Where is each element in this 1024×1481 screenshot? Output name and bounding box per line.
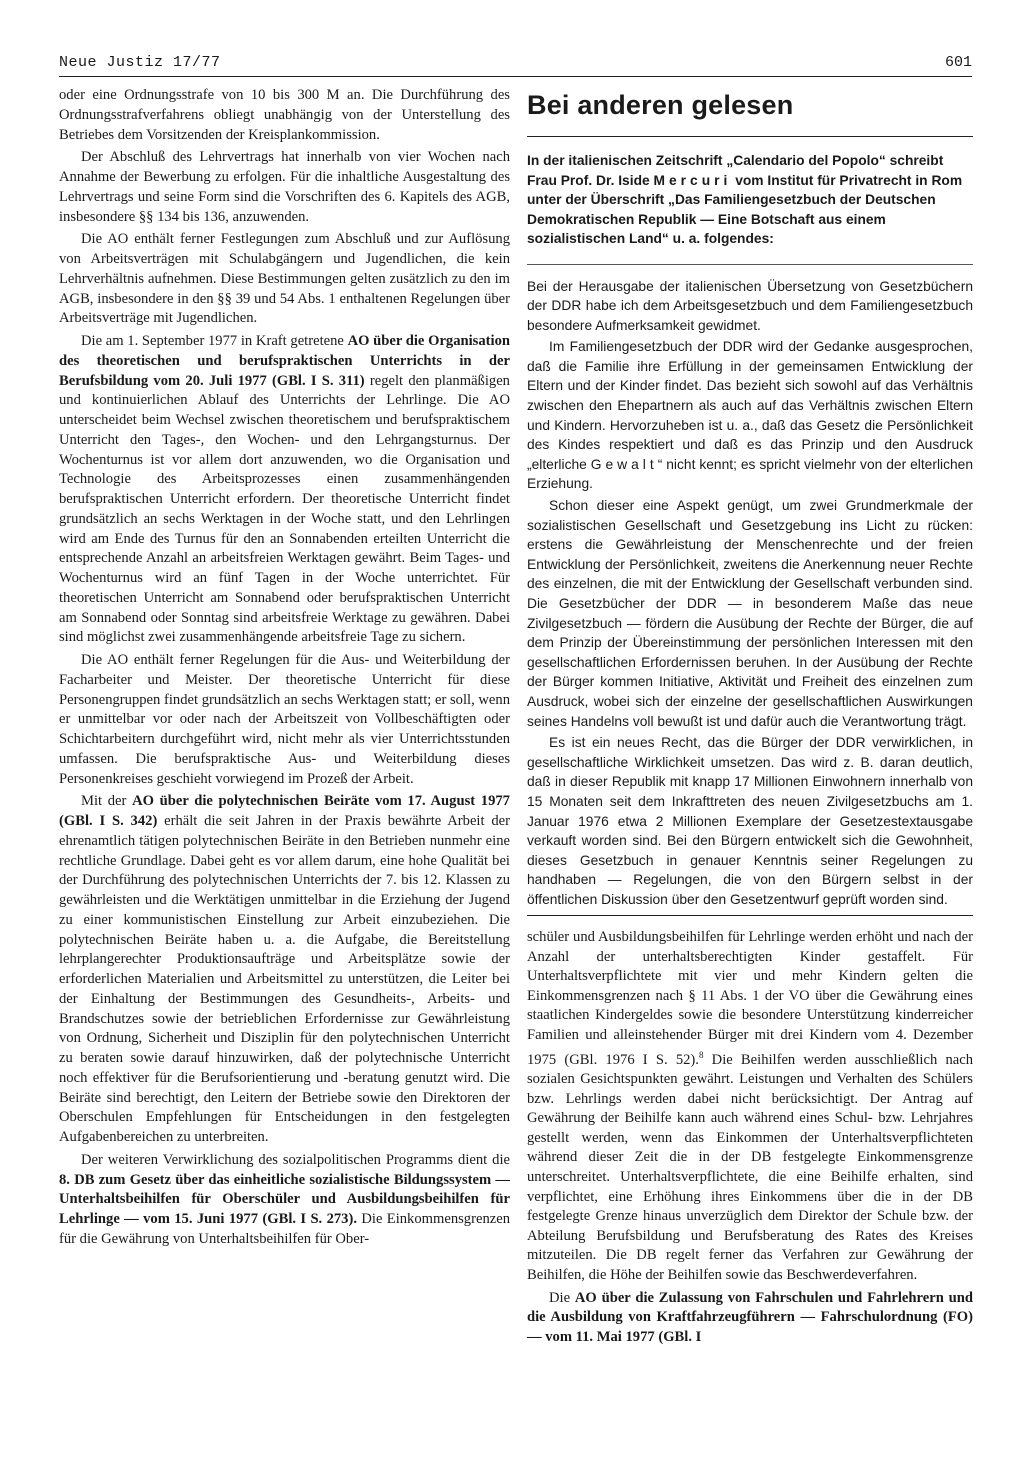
text-run: Die Beihilfen werden ausschließlich nach sozialen Gesichtspunkten gewährt. Leistungen und Verhalten des Schülers bzw. Lehrlings werden dabei nicht berücksichtigt. Der Antrag auf Gewährung der Beihilfe kann auch während eines Schul- bzw. Lehrjahres gestellt werden, wenn das Einkommen der Unterhaltsverpflichteten während dieser Zeit die in der DB festgelegte Einkommensgrenze unterschreitet. Unterhaltsverpflichtete, die eine Beihilfe erhalten, sind verpflichtet, eine Erhöhung ihres Einkommens über die in der DB festgelegte Grenze hinaus unverzüglich dem Direktor der Schule bzw. der Abteilung Berufsbildung und Berufsberatung des Rates des Kreises mitzuteilen. Die DB regelt ferner das Verfahren zur Gewährung der Beihilfen, die Höhe der Beihilfen sowie das Beschwerdeverfahren. (527, 1051, 974, 1283)
left-column (59, 86, 510, 1253)
text-run: schüler und Ausbildungsbeihilfen für Lehrlinge werden erhöht und nach der Anzahl der unterhaltsberechtigten Kinder gestaffelt. Für Unterhaltsverpflichtete mit vier und mehr Kindern gelten die Einkommensgrenzen nach § 11 Abs. 1 der VO über die Gewährung eines staatlichen Kindergeldes sowie die besondere Unterstützung kinderreicher Familien und alleinstehender Bürger mit drei Kindern vom 4. Dezember 1975 (GBl. 1976 I S. 52). (527, 929, 973, 1068)
text-run: erhält die seit Jahren in der Praxis bewährte Arbeit der ehrenamtlich tätigen polytechnischen Beiräte in den Betrieben nunmehr eine rechtliche Grundlage. Dabei geht es vor allem darum, eine hohe Qualität bei der Durchführung des polytechnischen Unterrichts der 7. bis 12. Klassen zu gewährleisten und die Werktätigen unmittelbar in die Erziehung der Jugend zu einer kommunistischen Einstellung zur Arbeit einzubeziehen. Die polytechnischen Beiräte haben u. a. die Aufgabe, die Bereitstellung lehrplangerechter Produktionsaufträge und Arbeitsplätze sowie der erforderlichen Materialien und Arbeitsmittel zu unterstützen, die Leiter bei der Einhaltung der Bestimmungen des Gesundheits-, Arbeits- und Brandschutzes sowie der betrieblichen Erfordernisse zur Gewährleistung von Ordnung, Sicherheit und Disziplin für den polytechnischen Unterricht zu beraten sowie darauf hinzuwirken, daß der polytechnische Unterricht noch effektiver für die Berufsorientierung und -beratung genutzt wird. Die Beiräte sind berechtigt, den Leitern der Betriebe sowie den Direktoren der Oberschulen Empfehlungen für Entscheidungen in den festgelegten Aufgabenbereichen zu unterbreiten. (59, 813, 510, 1145)
article-body (527, 277, 973, 910)
section-title: Bei anderen gelesen (527, 90, 794, 120)
article-intro (527, 151, 973, 249)
regulation-citation: AO über die polytechnischen Beiräte vom 17. August 1977 (GBl. I S. 342) (59, 793, 510, 829)
right-column-continuation (527, 928, 973, 1350)
paragraph: Der Abschluß des Lehrvertrags hat innerhalb von vier Wochen nach Annahme der Bewerbung zu erfolgen. Für die inhaltliche Ausgestaltung des Lehrvertrags und seine Form sind die Vorschriften des 6. Kapitels des AGB, insbesondere §§ 134 bis 136, anzuwenden. (59, 149, 510, 225)
title-rule (527, 136, 973, 137)
paragraph (59, 1151, 510, 1250)
regulation-citation: AO über die Zulassung von Fahrschulen und Fahrlehrern und die Ausbildung von Kraftfahrzeugführern — Fahrschulordnung (FO) — vom 11. Mai 1977 (GBl. I (527, 1289, 973, 1345)
paragraph: Bei der Herausgabe der italienischen Übersetzung von Gesetzbüchern der DDR habe ich dem Arbeitsgesetzbuch und dem Familiengesetzbuch besondere Aufmerksamkeit gewidmet. (527, 278, 973, 333)
regulation-citation: 8. DB zum Gesetz über das einheitliche sozialistische Bildungssystem — Unterhaltsbeihilfen für Oberschüler und Ausbildungsbeihilfen für Lehrlinge — vom 15. Juni 1977 (GBl. I S. 273). (59, 1171, 510, 1227)
paragraph: Die AO enthält ferner Regelungen für die Aus- und Weiterbildung der Facharbeiter und Meister. Der theoretische Unterricht für diese Personengruppen findet grundsätzlich an sechs Werktagen statt; er soll, wenn er unmittelbar vor oder nach der Arbeitszeit von Vollbeschäftigten oder Schichtarbeitern durchgeführt wird, nicht mehr als vier Unterrichtsstunden umfassen. Die berufspraktische Aus- und Weiterbildung dieses Personenkreises geschieht vorwiegend im Prozeß der Arbeit. (59, 652, 510, 787)
sidebar-article (527, 90, 973, 912)
text-run: Mit der (81, 793, 133, 810)
page-number: 601 (944, 54, 972, 71)
text-run: Der weiteren Verwirklichung des sozialpolitischen Programms dient die (81, 1151, 510, 1168)
running-title: Neue Justiz 17/77 (59, 54, 221, 71)
text-run: Die Einkommensgrenzen für die Gewährung von Unterhaltsbeihilfen für Ober- (59, 1211, 510, 1247)
header-rule (59, 76, 972, 77)
paragraph (59, 332, 510, 648)
text-run: Die am 1. September 1977 in Kraft getretene (81, 333, 348, 349)
paragraph (527, 928, 973, 1286)
text-run: “ nicht kennt; es spricht vielmehr von der elterlichen Erziehung. (527, 456, 973, 492)
text-run: Die (549, 1289, 575, 1306)
page-header (59, 54, 972, 82)
paragraph (527, 1289, 973, 1348)
paragraph: Die AO enthält ferner Festlegungen zum Abschluß und zur Auflösung von Arbeitsverträgen mit Schulabgängern und Jugendlichen, die kein Lehrverhältnis aufnehmen. Diese Bestimmungen gelten zusätzlich zu den im AGB, insbesondere in den §§ 39 und 54 Abs. 1 enthaltenen Regelungen über Arbeitsverträge mit Jugendlichen. (59, 231, 510, 327)
paragraph (59, 792, 510, 1148)
paragraph (527, 337, 973, 494)
regulation-citation: AO über die Organisation des theoretischen und berufspraktischen Unterrichts in der Berufsbildung vom 20. Juli 1977 (GBl. I S. 311) (59, 333, 510, 389)
footnote-marker: 8 (698, 1049, 704, 1060)
paragraph: Es ist ein neues Recht, das die Bürger der DDR verwirklichen, in gesellschaftliche Wirklichkeit umsetzen. Das wird z. B. daran deutlich, daß in dieser Republik mit knapp 17 Millionen Einwohnern innerhalb von 15 Monaten seit dem Inkrafttreten des neuen Zivilgesetzbuchs am 1. Januar 1976 etwa 2 Millionen Exemplare der Gesetzestextausgabe verkauft worden sind. Bei den Bürgern entwickelt sich die Gewohnheit, dieses Gesetzbuch in genauer Kenntnis seiner Regelungen zu handhaben — Regelungen, die von den Bürgern selbst in der öffentlichen Diskussion über den Gesetzentwurf geprüft worden sind. (527, 735, 973, 907)
text-run: regelt den planmäßigen und kontinuierlichen Ablauf des Unterrichts der Lehrlinge. Die AO unterscheidet beim Wechsel zwischen theoretischem und berufspraktischem Unterricht den Tages-, den Wochen- und den Lehrgangsturnus. Der Wochenturnus ist vor allem dort anzuwenden, wo die Organisation und Technologie des Arbeitsprozesses einen zusammenhängenden berufspraktischen Unterricht erfordern. Der theoretische Unterricht findet grundsätzlich an sechs Werktagen in der Woche statt, und den Lehrlingen wird am Ende des Turnus für den an Sonnabenden erteilten Unterricht die entsprechende Anzahl an arbeitsfreien Werktagen gewährt. Beim Tages- und Wochenturnus wird an fünf Tagen in der Woche unterrichtet. Für theoretischen Unterricht am Sonnabend oder berufspraktischen Unterricht am Sonnabend oder Sonntag sind arbeitsfreie Werktage zu gewähren. Dabei sind möglichst zwei zusammenhängende arbeitsfreie Tage zu sichern. (59, 372, 510, 646)
author-name: Mercuri (653, 172, 732, 188)
text-run: Im Familiengesetzbuch der DDR wird der Gedanke ausgesprochen, daß die Familie ihre Erfüllung in der gemeinsamen Entwicklung der Eltern und der Kinder findet. Das bezieht sich sowohl auf das Verhältnis zwischen den Ehepartnern als auch auf das Verhältnis zwischen Eltern und Kindern. Hervorzuheben ist u. a., daß das Gesetz die Persönlichkeit des Kindes respektiert und daß es das Prinzip und den Ausdruck „elterliche (527, 339, 973, 472)
text-run: In der italienischen Zeitschrift „Calendario del Popolo“ schreibt Frau Prof. Dr. Iside (527, 153, 944, 188)
paragraph: oder eine Ordnungsstrafe von 10 bis 300 M an. Die Durchführung des Ordnungsstrafverfahrens obliegt unabhängig von der Unterstellung des Betriebes dem Vorsitzenden der Kreisplankommission. (59, 87, 510, 143)
spaced-word: Gewalt (590, 456, 658, 472)
intro-rule (527, 264, 973, 265)
article-end-rule (527, 915, 973, 916)
text-run: vom Institut für Privatrecht in Rom unter der Überschrift „Das Familiengesetzbuch der Deutschen Demokratischen Republik — Eine Botschaft aus einem sozialistischen Land“ u. a. folgendes: (527, 172, 963, 246)
paragraph: Schon dieser eine Aspekt genügt, um zwei Grundmerkmale der sozialistischen Gesellschaft und Gesetzgebung ins Licht zu rücken: erstens die Gewährleistung der Menschenrechte und der freien Entwicklung der Persönlichkeit, zweitens die Anerkennung neuer Rechte des einzelnen, die mit der Entwicklung der Gesellschaft verbunden sind. Die Gesetzbücher der DDR — in besonderem Maße das neue Zivilgesetzbuch — fördern die Ausübung der Rechte der Bürger, die auf dem Prinzip der Übereinstimmung der persönlichen Interessen mit den gesellschaftlichen Erfordernissen beruhen. In der Ausübung der Rechte der Bürger kommen Initiative, Aktivität und Freiheit des einzelnen zum Ausdruck, wobei sich der einzelne der gesellschaftlichen Auswirkungen seines Handelns voll bewußt ist und dafür auch die Verantwortung trägt. (527, 498, 973, 729)
